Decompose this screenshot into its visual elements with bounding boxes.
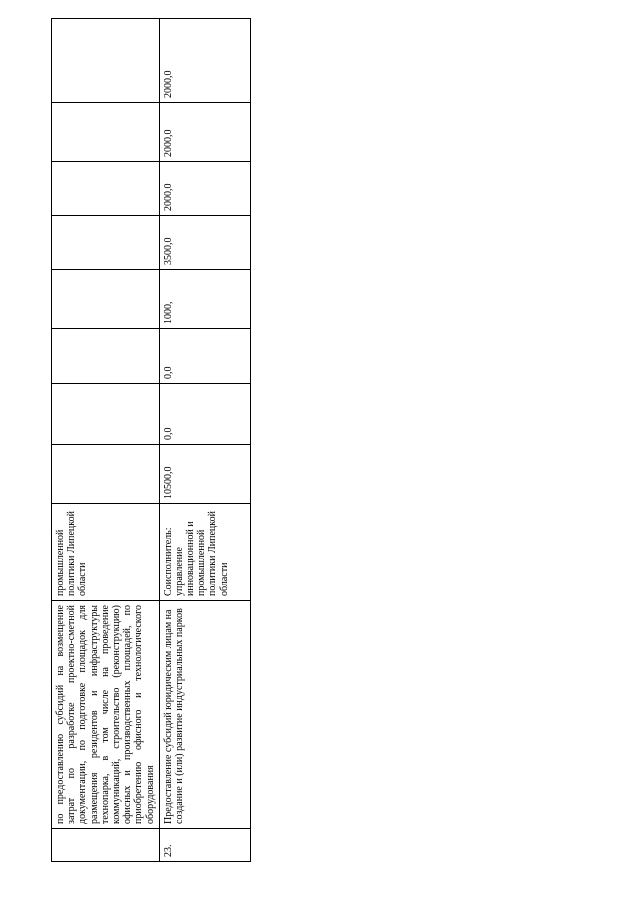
row-number-cell bbox=[52, 829, 160, 862]
value-cell bbox=[52, 445, 160, 504]
executor-cell: Соисполнитель: управление инновационной и промышленной политики Липецкой области bbox=[159, 504, 250, 601]
program-activities-table bbox=[51, 18, 251, 862]
value-cell bbox=[52, 329, 160, 384]
row-number-cell: 23. bbox=[159, 829, 250, 862]
executor-cell: промышленной политики Липецкой области bbox=[52, 504, 160, 601]
value-cell bbox=[52, 270, 160, 329]
value-cell: 1000, bbox=[159, 270, 250, 329]
activity-description-cell: по предоставлению субсидий на возмещение затрат по разработке проектно-сметной документации, по подготовке площадок для размещения резидентов и инфраструктуры технопарка, в том числе на проведение коммуникаций, строительство (реконструкцию) офисных и производственных площадей, по приобретению офисного и технологического оборудования bbox=[52, 601, 160, 829]
value-cell bbox=[52, 19, 160, 103]
value-cell: 0,0 bbox=[159, 329, 250, 384]
value-cell bbox=[52, 103, 160, 162]
value-cell: 10500,0 bbox=[159, 445, 250, 504]
value-cell: 2000,0 bbox=[159, 103, 250, 162]
activity-description-cell: Предоставление субсидий юридическим лицам на создание и (или) развитие индустриальных парков bbox=[159, 601, 250, 829]
value-cell bbox=[52, 384, 160, 445]
rotated-table-page bbox=[51, 19, 249, 862]
value-cell bbox=[52, 216, 160, 270]
table-row bbox=[159, 19, 250, 862]
value-cell bbox=[52, 162, 160, 216]
value-cell: 2000,0 bbox=[159, 19, 250, 103]
value-cell: 2000,0 bbox=[159, 162, 250, 216]
value-cell: 3500,0 bbox=[159, 216, 250, 270]
value-cell: 0,0 bbox=[159, 384, 250, 445]
table-row bbox=[52, 19, 160, 862]
